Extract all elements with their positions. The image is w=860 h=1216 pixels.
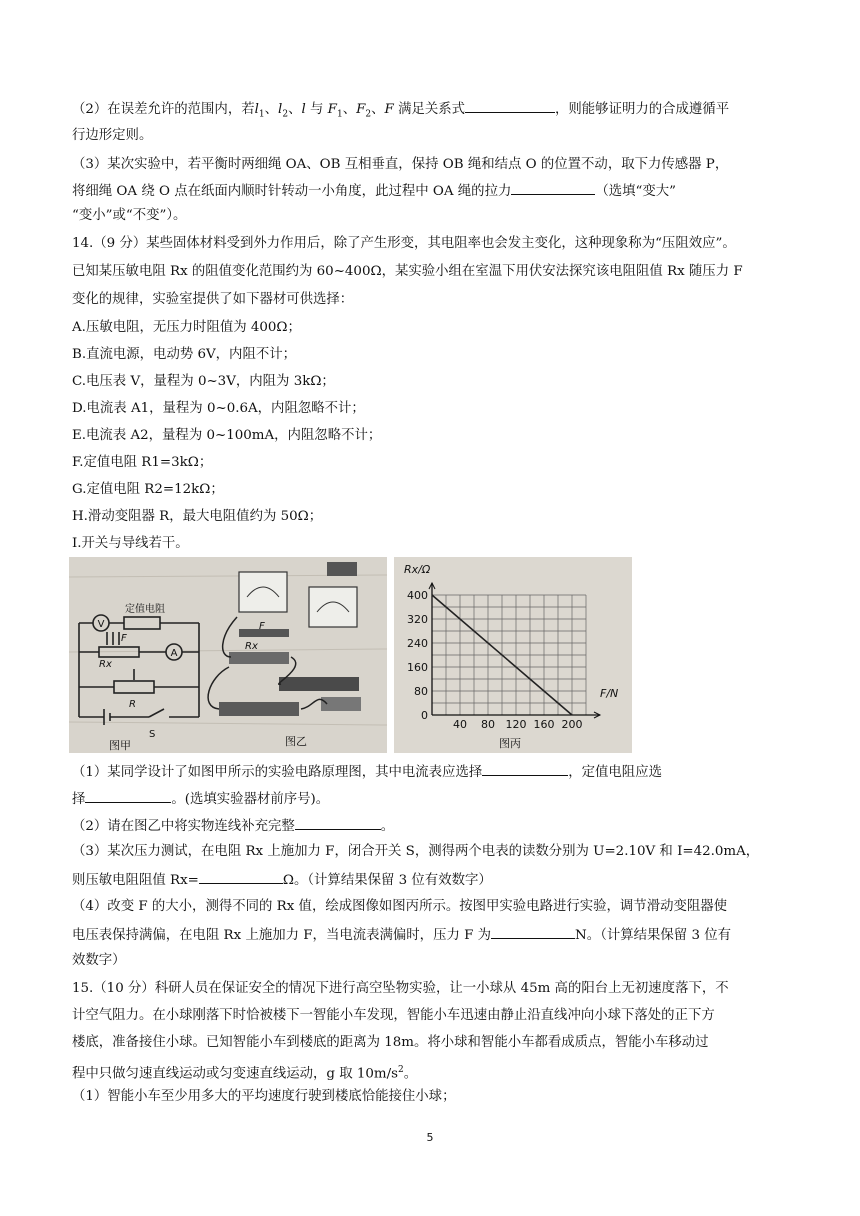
q14-sub1-text-a: （1）某同学设计了如图甲所示的实验电路原理图，其中电流表应选择 [72,765,483,780]
fixed-resistor-label: 定值电阻 [125,604,165,615]
q14-sub1-text-d: 。(选填实验器材前序号)。 [171,792,330,807]
figure-yi-caption: 图乙 [285,735,307,748]
q14-sub4-line2 [72,924,731,946]
rx-vs-force-chart [394,557,632,753]
q14-sub3-line2 [72,869,492,891]
q14-line3: 变化的规律，实验室提供了如下器材可供选择： [72,292,354,307]
answer-blank[interactable] [199,869,283,884]
q14-line2: 已知某压敏电阻 Rx 的阻值变化范围约为 60~400Ω，某实验小组在室温下用伏安法探究该电阻阻值 Rx 随压力 F [72,264,743,279]
circuit-diagrams [69,557,387,753]
figure-jia-yi-photo [69,557,387,753]
x-tick-label: 160 [533,718,555,731]
page-number: 5 [426,1131,434,1144]
equipment-item-f: F.定值电阻 R1=3kΩ； [72,455,213,470]
y-tick-label: 400 [407,589,428,602]
q15-line3: 楼底，准备接住小球。已知智能小车到楼底的距离为 18m。将小球和智能小车都看成质点，智能小车移动过 [72,1035,709,1050]
voltmeter-label: V [97,619,105,630]
apparatus-rx-label: Rx [245,641,258,652]
q13-p2-text-c: ，则能够证明力的合成遵循平 [555,102,730,117]
q15-line4 [72,1060,417,1084]
equipment-item-h: H.滑动变阻器 R，最大电阻值约为 50Ω； [72,509,323,524]
equipment-item-a: A.压敏电阻，无压力时阻值为 400Ω； [72,320,301,335]
y-tick-label: 320 [407,613,428,626]
chart-grid [432,595,586,715]
q14-sub1-line2 [72,788,329,810]
x-tick-label: 80 [481,718,495,731]
q13-p3-text-a: 将细绳 OA 绕 O 点在纸面内顺时针转动一小角度，此过程中 OA 绳的拉力 [72,184,512,199]
chart-ticks [407,589,583,731]
answer-blank[interactable] [295,815,381,830]
q15-line4-text: 程中只做匀速直线运动或匀变速直线运动，g 取 10m/s [72,1066,399,1082]
figure-jia-caption: 图甲 [109,739,131,752]
equipment-item-g: G.定值电阻 R2=12kΩ； [72,482,224,497]
q14-sub1-line1 [72,761,662,783]
apparatus-yi [208,562,361,716]
q15-line1: 15.（10 分）科研人员在保证安全的情况下进行高空坠物实验，让一小球从 45m 高的阳台上无初速度落下，不 [72,981,729,996]
chart-axes [429,583,600,718]
schematic-jia [79,615,199,725]
q15-line2: 计空气阻力。在小球刚落下时恰被楼下一智能小车发现，智能小车迅速由静止沿直线冲向小球下落处的正下方 [72,1008,715,1023]
q13-p2-text-b: 满足关系式 [398,102,466,117]
q14-sub1-text-b: ，定值电阻应选 [568,765,662,780]
q14-sub2-text-a: （2）请在图乙中将实物连线补充完整 [72,819,295,834]
answer-blank[interactable] [511,180,595,195]
rx-label: Rx [99,659,112,670]
x-tick-label: 200 [561,718,583,731]
q14-sub3-line1: （3）某次压力测试，在电阻 Rx 上施加力 F，闭合开关 S，测得两个电表的读数分别为 U=2.10V 和 I=42.0mA， [72,844,760,859]
q13-part2-line1: （2）在误差允许的范围内，若$l_1$、$l_2$、l 与 $F_1$、$F_2$、F 满足关系式 ，则能够证明力的合成遵循平 [72,98,729,125]
answer-blank[interactable] [85,788,171,803]
rheostat-label: R [129,699,136,710]
figure-bing-photo [394,557,632,753]
q14-sub2 [72,815,394,837]
y-tick-label: 0 [421,709,428,722]
chart-x-axis-label: F/N [600,687,619,700]
answer-blank[interactable] [465,98,555,113]
q14-header: 14.（9 分）某些固体材料受到外力作用后，除了产生形变，其电阻率也会发主变化，这种现象称为“压阻效应”。 [72,236,736,251]
q15-exponent: 2 [398,1065,404,1075]
y-tick-label: 240 [407,637,428,650]
y-tick-label: 80 [414,685,428,698]
force-label: F [121,633,127,644]
q13-p2-text-a: （2）在误差允许的范围内，若 [72,102,255,117]
q14-sub2-text-b: 。 [380,819,395,834]
q14-sub4-text-c: N。（计算结果保留 3 位有 [575,928,732,943]
q13-part3-line2 [72,180,676,202]
equipment-item-c: C.电压表 V，量程为 0~3V，内阻为 3kΩ； [72,374,335,389]
q14-sub3-text-b: 则压敏电阻阻值 Rx= [72,873,199,888]
q15-line4-end: 。 [403,1066,418,1082]
q13-part2-line2: 行边形定则。 [72,128,153,143]
q13-p3-text-b: （选填“变大” [595,184,677,199]
q14-sub4-line1: （4）改变 F 的大小，测得不同的 Rx 值，绘成图像如图丙所示。按图甲实验电路进行实验，调节滑动变阻器使 [72,899,728,914]
y-tick-label: 160 [407,661,428,674]
x-tick-label: 120 [505,718,527,731]
answer-blank[interactable] [482,761,568,776]
q15-sub1: （1）智能小车至少用多大的平均速度行驶到楼底恰能接住小球； [72,1089,456,1104]
equipment-item-b: B.直流电源，电动势 6V，内阻不计； [72,347,297,362]
equipment-item-e: E.电流表 A2，量程为 0~100mA，内阻忽略不计； [72,428,382,443]
q14-sub4-text-b: 电压表保持满偏，在电阻 Rx 上施加力 F，当电流表满偏时，压力 F 为 [72,928,492,943]
equipment-item-d: D.电流表 A1，量程为 0~0.6A，内阻忽略不计； [72,401,365,416]
switch-label: S [149,729,156,740]
q14-sub1-text-c: 择 [72,792,86,807]
answer-blank[interactable] [491,924,575,939]
q13-part3-line1: （3）某次实验中，若平衡时两细绳 OA、OB 互相垂直，保持 OB 绳和结点 O 的位置不动，取下力传感器 P， [72,157,729,172]
equipment-item-i: I.开关与导线若干。 [72,536,189,551]
ammeter-label: A [170,648,178,659]
q14-sub3-text-c: Ω。（计算结果保留 3 位有效数字） [282,873,492,888]
apparatus-force-label: F [259,621,265,632]
x-tick-label: 40 [453,718,467,731]
chart-y-axis-label: Rx/Ω [404,563,431,576]
q14-sub4-line3: 效数字） [72,953,126,968]
figure-bing-caption: 图丙 [499,737,521,750]
q13-part3-line3: “变小”或“不变”）。 [72,208,187,223]
